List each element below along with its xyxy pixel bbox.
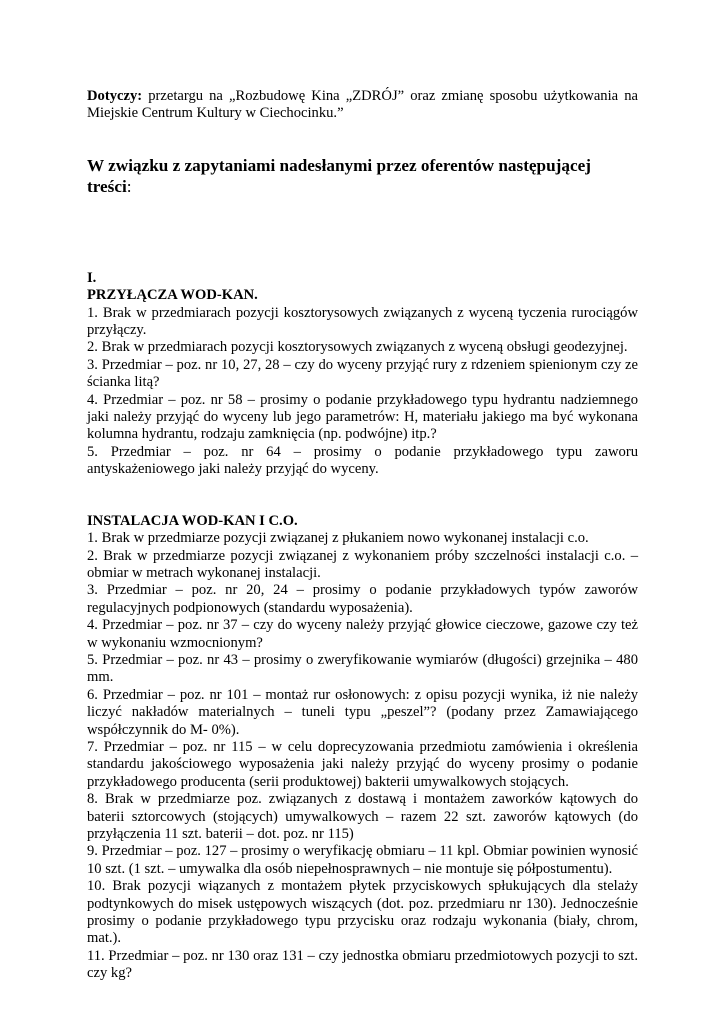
list-item: 11. Przedmiar – poz. nr 130 oraz 131 – czy jednostka obmiaru przedmiotowych pozycji to szt. czy kg? [87,947,638,982]
section-1-number: I. [87,269,97,286]
section-2-list [87,530,638,983]
section-2-title: INSTALACJA WOD-KAN I C.O. [87,512,298,529]
intro-paragraph [87,88,638,123]
list-item: 6. Przedmiar – poz. nr 101 – montaż rur osłonowych: z opisu pozycji wynika, iż nie należy liczyć nakładów materialnych – tuneli typu „peszel”? (podany przez Zamawiającego współczynnik do M- 0%). [87,686,638,738]
list-item: 4. Przedmiar – poz. nr 58 – prosimy o podanie przykładowego typu hydrantu nadziemnego jaki należy przyjąć do wyceny lub jego parametrów: H, materiału jakiego ma być wykonana kolumna hydrantu, rodzaju zamknięcia (np. podwójne) itp.? [87,391,638,443]
list-item: 5. Przedmiar – poz. nr 43 – prosimy o zweryfikowanie wymiarów (długości) grzejnika – 480 mm. [87,651,638,686]
inquiry-heading-text: W związku z zapytaniami nadesłanymi przez oferentów następującej treści [87,155,591,196]
section-1-list [87,305,638,479]
list-item: 1. Brak w przedmiarach pozycji kosztorysowych związanych z wyceną tyczenia rurociągów przyłączy. [87,304,638,339]
inquiry-heading [87,155,638,197]
document-body [87,88,638,983]
section-1-title: PRZYŁĄCZA WOD-KAN. [87,287,258,304]
list-item: 2. Brak w przedmiarach pozycji kosztorysowych związanych z wyceną obsługi geodezyjnej. [87,339,628,356]
list-item: 9. Przedmiar – poz. 127 – prosimy o weryfikację obmiaru – 11 kpl. Obmiar powinien wynosić 10 szt. (1 szt. – umywalka dla osób niepełnosprawnych – nie montuje się półpostumentu). [87,843,638,877]
intro-text: przetargu na „Rozbudowę Kina „ZDRÓJ” oraz zmianę sposobu użytkowania na Miejskie Centrum Kultury w Ciechocinku.” [87,88,638,122]
list-item: 5. Przedmiar – poz. nr 64 – prosimy o podanie przykładowego typu zaworu antyskażeniowego jaki należy przyjąć do wyceny. [87,443,638,478]
list-item: 7. Przedmiar – poz. nr 115 – w celu doprecyzowania przedmiotu zamówienia i określenia standardu jakościowego wyposażenia jaki należy przyjąć do wyceny prosimy o podanie przykładowego producenta (serii produktowej) bakterii umywalkowych stojących. [87,738,638,790]
intro-label: Dotyczy: [87,88,143,104]
list-item: 1. Brak w przedmiarze pozycji związanej z płukaniem nowo wykonanej instalacji c.o. [87,530,589,547]
list-item: 3. Przedmiar – poz. nr 20, 24 – prosimy o podanie przykładowych typów zaworów regulacyjnych podpionowych (standardu wyposażenia). [87,582,638,616]
list-item: 10. Brak pozycji wiązanych z montażem płytek przyciskowych spłukujących dla stelaży podtynkowych do misek ustępowych wiszących (dot. poz. przedmiaru nr 130). Jednocześnie prosimy o podanie przykładowego typu przycisku oraz rodzaju wykonania (biały, chrom, mat.). [87,878,638,947]
inquiry-heading-colon: : [126,176,132,196]
list-item: 3. Przedmiar – poz. nr 10, 27, 28 – czy do wyceny przyjąć rury z rdzeniem spienionym czy ze ścianka litą? [87,356,638,391]
list-item: 8. Brak w przedmiarze poz. związanych z dostawą i montażem zaworków kątowych do baterii sztorcowych (stojących) umywalkowych – razem 22 szt. zaworów kątowych (do przyłączenia 11 szt. baterii – dot. poz. nr 115) [87,791,638,842]
list-item: 4. Przedmiar – poz. nr 37 – czy do wyceny należy przyjąć głowice cieczowe, gazowe czy też w wykonaniu wzmocnionym? [87,617,638,651]
list-item: 2. Brak w przedmiarze pozycji związanej z wykonaniem próby szczelności instalacji c.o. – obmiar w metrach wykonanej instalacji. [87,547,638,581]
